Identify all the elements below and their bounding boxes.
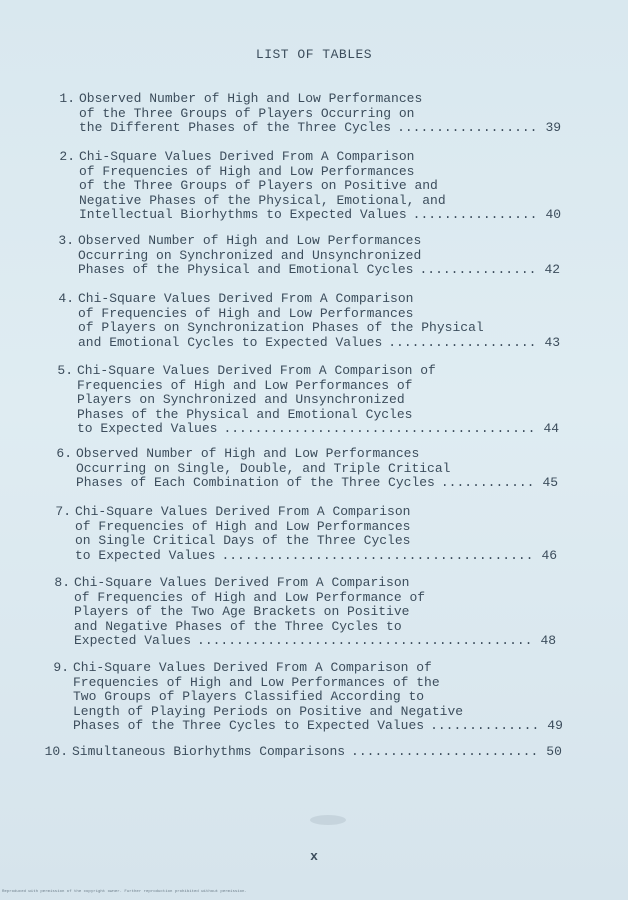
table-page-number: 48 [540, 633, 557, 649]
table-number: 10. [44, 744, 68, 759]
table-title-line: Occurring on Synchronized and Unsynchronized [78, 247, 422, 263]
table-title-line: Players of the Two Age Brackets on Positive [74, 604, 410, 620]
table-title-line: the Different Phases of the Three Cycles [79, 120, 392, 136]
table-title-line: of Frequencies of High and Low Performance of [74, 589, 426, 605]
dot-leader: ............... [419, 262, 537, 278]
table-title-line: Frequencies of High and Low Performances of the [73, 674, 440, 690]
dot-leader: .............. [430, 718, 540, 734]
table-title-line: Expected Values [74, 633, 192, 649]
table-title-line: Negative Phases of the Physical, Emotional, and [79, 192, 446, 208]
table-title-line: Chi-Square Values Derived From A Comparison [79, 149, 415, 164]
table-title-line: on Single Critical Days of the Three Cycles [75, 533, 411, 549]
dot-leader: ........................................ [221, 547, 534, 563]
table-page-number: 50 [546, 744, 562, 759]
table-title-line: Observed Number of High and Low Performances [78, 233, 422, 248]
table-page-number: 42 [544, 262, 561, 278]
table-title-line: Players on Synchronized and Unsynchronized [77, 392, 405, 408]
table-title-line: Observed Number of High and Low Performances [79, 91, 423, 106]
dot-leader: ........................................ [223, 421, 536, 437]
dot-leader: ........................................... [197, 633, 533, 649]
table-number: 4. [58, 291, 74, 306]
table-title-line: of Players on Synchronization Phases of the Physical [78, 320, 484, 336]
ink-smudge [310, 815, 346, 825]
table-title-line: Phases of the Physical and Emotional Cycles [78, 262, 414, 278]
table-page-number: 39 [545, 120, 562, 136]
table-title-line: of the Three Groups of Players on Positive and [79, 178, 438, 194]
dot-leader: ........................ [351, 744, 539, 759]
table-title-line: Observed Number of High and Low Performances [76, 446, 420, 461]
table-title-line: Length of Playing Periods on Positive and Negative [73, 703, 464, 719]
table-number: 9. [53, 660, 69, 675]
table-title-line: of the Three Groups of Players Occurring on [79, 105, 415, 121]
table-title-line: Chi-Square Values Derived From A Comparison of [77, 363, 436, 378]
table-number: 3. [58, 233, 74, 248]
table-title-line: Phases of the Three Cycles to Expected Values [73, 718, 425, 734]
table-number: 1. [59, 91, 75, 106]
table-title-line: of Frequencies of High and Low Performances [75, 518, 411, 534]
table-number: 8. [54, 575, 70, 590]
table-number: 2. [59, 149, 75, 164]
table-page-number: 43 [544, 334, 561, 350]
table-title-line: of Frequencies of High and Low Performances [78, 305, 414, 321]
table-page-number: 40 [545, 207, 562, 223]
table-title-line: Simultaneous Biorhythms Comparisons [72, 744, 346, 759]
table-number: 5. [57, 363, 73, 378]
table-title-line: to Expected Values [75, 547, 216, 563]
table-number: 7. [55, 504, 71, 519]
table-title-line: Chi-Square Values Derived From A Comparison [78, 291, 414, 306]
dot-leader: ............ [440, 475, 535, 491]
dot-leader: ................... [388, 334, 537, 350]
reproduction-footer: Reproduced with permission of the copyright owner. Further reproduction prohibited without permission. [2, 890, 247, 894]
table-page-number: 46 [541, 547, 558, 563]
table-title-line: and Negative Phases of the Three Cycles to [74, 618, 402, 634]
table-title-line: Chi-Square Values Derived From A Comparison [74, 575, 410, 590]
list-title: LIST OF TABLES [255, 47, 373, 62]
table-page-number: 49 [547, 718, 563, 734]
table-number: 6. [56, 446, 72, 461]
table-title-line: Phases of Each Combination of the Three Cycles [76, 475, 435, 491]
table-title-line: Frequencies of High and Low Performances of [77, 377, 413, 393]
table-page-number: 44 [543, 421, 560, 437]
table-title-line: Phases of the Physical and Emotional Cycles [77, 406, 413, 422]
page-number: x [310, 849, 318, 864]
dot-leader: ................ [412, 207, 538, 223]
table-title-line: Occurring on Single, Double, and Triple Critical [76, 460, 451, 476]
table-title-line: Intellectual Biorhythms to Expected Values [79, 207, 407, 223]
table-title-line: Chi-Square Values Derived From A Comparison [75, 504, 411, 519]
dot-leader: .................. [397, 120, 538, 136]
table-title-line: Chi-Square Values Derived From A Comparison of [73, 660, 432, 675]
table-title-line: of Frequencies of High and Low Performances [79, 163, 415, 179]
table-title-line: and Emotional Cycles to Expected Values [78, 334, 383, 350]
table-title-line: Two Groups of Players Classified According to [73, 689, 425, 705]
table-page-number: 45 [542, 475, 559, 491]
table-title-line: to Expected Values [77, 421, 218, 437]
